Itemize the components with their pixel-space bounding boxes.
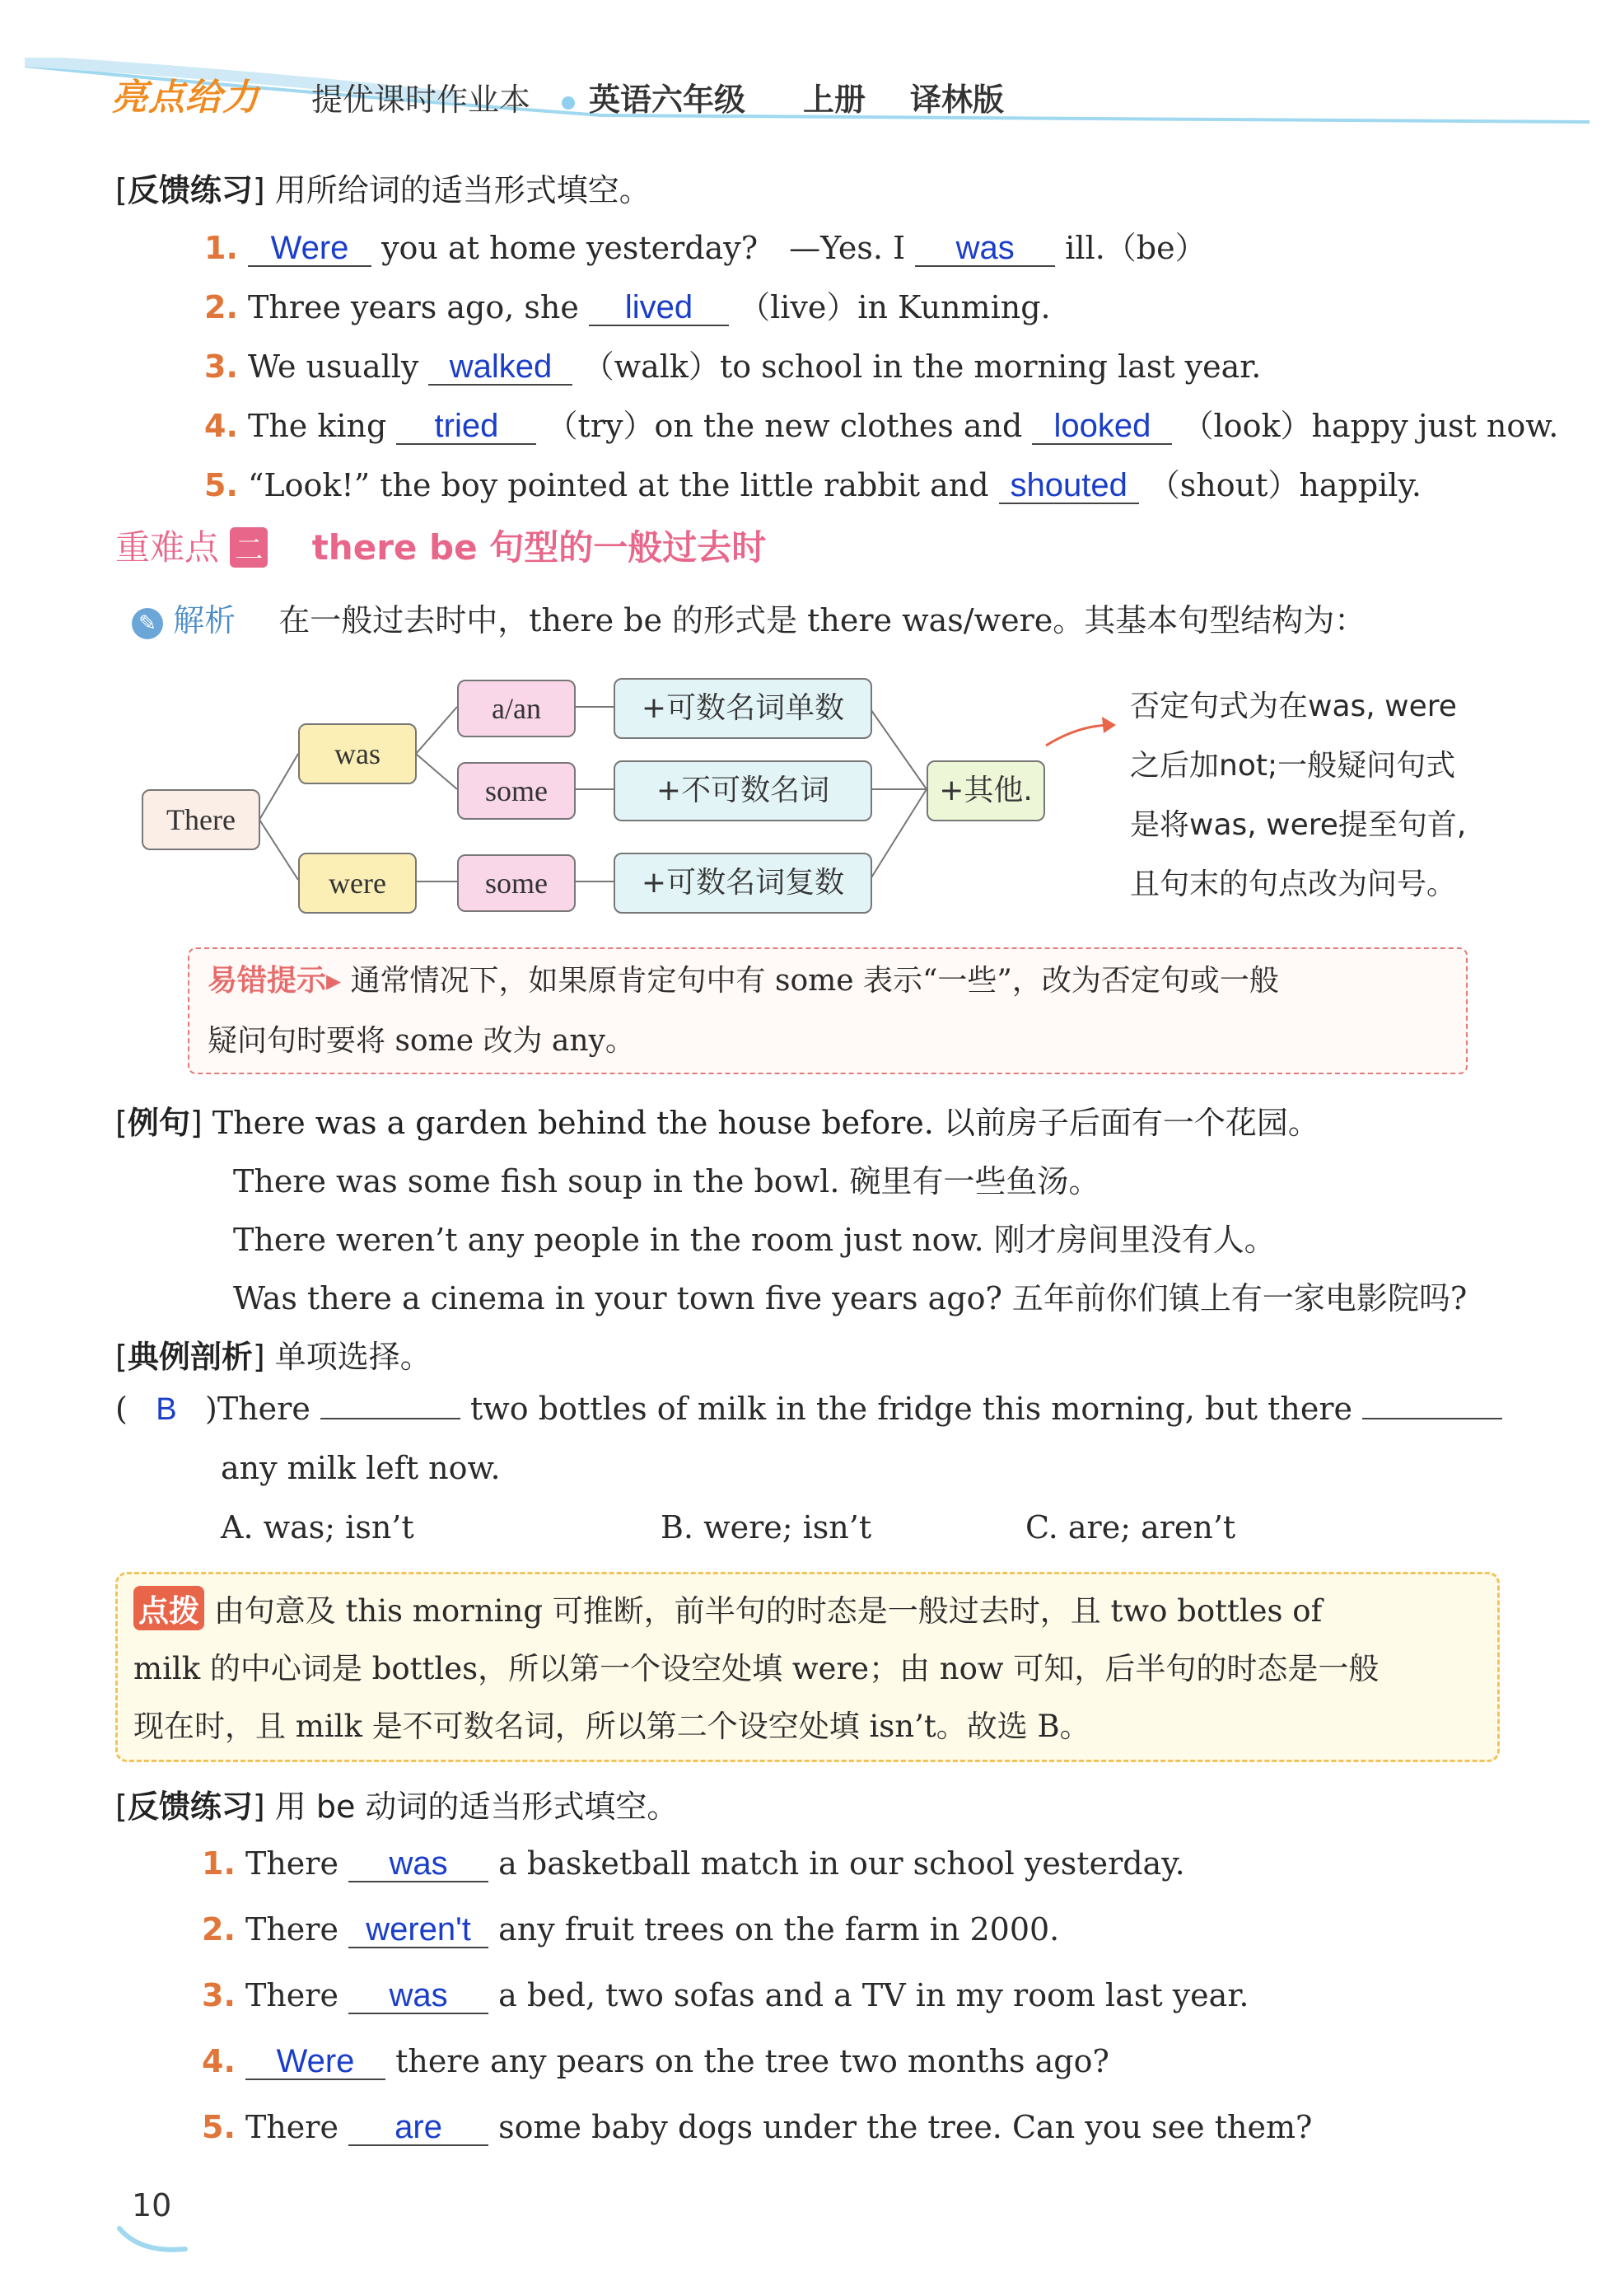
answer-blank[interactable]: was: [348, 1846, 488, 1882]
diagram-side-note: [1130, 677, 1466, 914]
item-text: There: [245, 2109, 338, 2145]
feedback2-item-5: [202, 2109, 1312, 2146]
diagram-countable-singular: +可数名词单数: [614, 678, 872, 739]
item-number: 5.: [204, 467, 238, 503]
item-number: 4.: [202, 2043, 236, 2079]
answer-blank[interactable]: weren't: [348, 1912, 488, 1948]
item-text: We usually: [247, 348, 419, 385]
examples-heading: [例句] There was a garden behind the house before. 以前房子后面有一个花园。: [115, 1105, 1319, 1141]
typical-heading: [典例剖析] 单项选择。: [115, 1339, 432, 1375]
answer-blank[interactable]: shouted: [999, 468, 1139, 504]
answer-blank[interactable]: walked: [428, 349, 572, 386]
note-line-2: milk 的中心词是 bottles，所以第一个设空处填 were；由 now 可知，后半句的时态是一般: [133, 1651, 1380, 1686]
feedback2-instruction: 用 be 动词的适当形式填空。: [274, 1789, 679, 1825]
question-blank[interactable]: [1362, 1418, 1502, 1419]
note-label: 点拨: [133, 1586, 204, 1630]
answer-blank[interactable]: are: [348, 2110, 488, 2146]
item-number: 5.: [202, 2109, 236, 2145]
diagram-root: There: [142, 789, 260, 850]
typical-label: 典例剖析: [127, 1339, 253, 1375]
item-number: 3.: [204, 348, 238, 385]
item-text: There: [245, 1845, 338, 1882]
feedback2-item-2: [202, 1911, 1059, 1948]
feedback2-label: 反馈练习: [127, 1789, 253, 1825]
answer-blank[interactable]: was: [915, 231, 1055, 267]
item-text: any fruit trees on the farm in 2000.: [498, 1911, 1060, 1948]
item-text: a bed, two sofas and a TV in my room last year.: [498, 1977, 1249, 2013]
page-number: 10: [132, 2187, 172, 2224]
answer-blank[interactable]: tried: [396, 409, 536, 445]
side-note-line: 之后加not;一般疑问句式: [1130, 749, 1456, 783]
keypoint-number-badge: 二: [230, 527, 268, 568]
volume-label: 上册: [803, 82, 866, 118]
note-text: 由句意及 this morning 可推断，前半句的时态是一般过去时，且 two bottles of: [213, 1593, 1323, 1629]
diagram-were: were: [298, 853, 417, 914]
item-text: （walk）to school in the morning last year.: [582, 348, 1262, 385]
item-number: 2.: [202, 1911, 236, 1948]
typical-question-line-2: any milk left now.: [221, 1450, 501, 1486]
answer-blank[interactable]: Were: [248, 231, 371, 267]
example-sentence: Was there a cinema in your town five years ago? 五年前你们镇上有一家电影院吗?: [233, 1280, 1468, 1316]
tip-label: 易错提示: [208, 964, 327, 998]
item-number: 1.: [204, 230, 238, 266]
item-text: There: [245, 1977, 338, 2013]
typical-question-line-1: ( B )There two bottles of milk in the fridge this morning, but there: [115, 1391, 1502, 1428]
answer-blank[interactable]: was: [348, 1978, 488, 2014]
example-sentence: There was some fish soup in the bowl. 碗里有一些鱼汤。: [233, 1163, 1100, 1199]
diagram-uncountable: +不可数名词: [614, 760, 872, 821]
diagram-countable-plural: +可数名词复数: [614, 853, 872, 914]
item-text: a basketball match in our school yesterday.: [498, 1845, 1185, 1882]
question-blank[interactable]: [320, 1418, 460, 1419]
note-line-1: [133, 1586, 1322, 1630]
note-line-3: 现在时，且 milk 是不可数名词，所以第二个设空处填 isn’t。故选 B。: [133, 1709, 1090, 1744]
feedback2-item-4: [202, 2043, 1109, 2080]
diagram-was: was: [298, 723, 417, 784]
item-number: 2.: [204, 289, 238, 325]
feedback1-heading: [反馈练习] 用所给词的适当形式填空。: [115, 172, 651, 208]
key-icon: ✎: [132, 608, 163, 639]
keypoint-label: 重难点: [115, 527, 220, 568]
answer-blank[interactable]: lived: [589, 290, 729, 326]
item-text: Three years ago, she: [247, 289, 579, 325]
feedback2-item-1: [202, 1845, 1185, 1882]
tip-text: 通常情况下，如果原肯定句中有 some 表示“一些”，改为否定句或一般: [350, 964, 1279, 998]
option-a[interactable]: A. was; isn’t: [221, 1509, 414, 1545]
feedback2-heading: [反馈练习] 用 be 动词的适当形式填空。: [115, 1789, 679, 1825]
item-text: （try）on the new clothes and: [546, 408, 1023, 444]
typical-answer[interactable]: B: [156, 1392, 177, 1427]
analysis-text: 在一般过去时中，there be 的形式是 there was/were。其基本句型结构为：: [278, 602, 1366, 638]
item-text: （look）happy just now.: [1182, 408, 1559, 444]
grade-label: 英语六年级: [589, 82, 746, 118]
typical-instruction: 单项选择。: [274, 1339, 432, 1375]
feedback1-instruction: 用所给词的适当形式填空。: [274, 172, 651, 208]
diagram-some: some: [457, 854, 576, 912]
option-c[interactable]: C. are; aren’t: [1025, 1509, 1236, 1545]
item-text: you at home yesterday? —Yes. I: [381, 230, 906, 266]
tip-line-1: [208, 957, 1279, 999]
answer-blank[interactable]: Were: [245, 2044, 385, 2080]
item-text: （live）in Kunming.: [739, 289, 1051, 325]
item-text: there any pears on the tree two months ago?: [395, 2043, 1109, 2079]
feedback1-label: 反馈练习: [127, 172, 253, 208]
diagram-other: +其他.: [927, 760, 1045, 821]
item-number: 1.: [202, 1845, 236, 1882]
diagram-some: some: [457, 762, 576, 820]
keypoint-title: there be 句型的一般过去时: [311, 527, 767, 568]
triangle-icon: ▸: [326, 964, 342, 998]
page-swoosh: [115, 2224, 189, 2257]
question-text: two bottles of milk in the fridge this morning, but there: [470, 1391, 1352, 1427]
brand-title: 亮点给力: [111, 77, 259, 119]
item-text: some baby dogs under the tree. Can you see them?: [498, 2109, 1313, 2145]
item-number: 3.: [202, 1977, 236, 2013]
example-sentence: There weren’t any people in the room just now. 刚才房间里没有人。: [233, 1222, 1276, 1258]
edition-label: 译林版: [910, 82, 1005, 118]
option-b[interactable]: B. were; isn’t: [661, 1509, 872, 1545]
diagram-a-an: a/an: [457, 680, 576, 737]
item-text: There: [245, 1911, 338, 1948]
answer-blank[interactable]: looked: [1032, 409, 1172, 445]
examples-label: 例句: [127, 1105, 190, 1141]
question-text: )There: [205, 1391, 310, 1427]
feedback2-item-3: [202, 1977, 1249, 2014]
item-text: The king: [247, 408, 387, 444]
tip-line-2: 疑问句时要将 some 改为 any。: [208, 1024, 635, 1058]
example-sentence: There was a garden behind the house before. 以前房子后面有一个花园。: [212, 1105, 1319, 1141]
item-number: 4.: [204, 408, 238, 444]
side-note-line: 否定句式为在was, were: [1130, 690, 1457, 723]
book-subtitle: 提优课时作业本: [311, 82, 531, 118]
item-text: （shout）happily.: [1148, 467, 1422, 503]
analysis-label: 解析: [173, 602, 236, 638]
item-text: ill.（be）: [1065, 230, 1207, 266]
side-note-line: 且句末的句点改为问号。: [1130, 867, 1457, 901]
item-text: “Look!” the boy pointed at the little rabbit and: [247, 467, 989, 503]
side-note-line: 是将was, were提至句首,: [1130, 808, 1467, 842]
arrow-icon: [1046, 725, 1112, 746]
